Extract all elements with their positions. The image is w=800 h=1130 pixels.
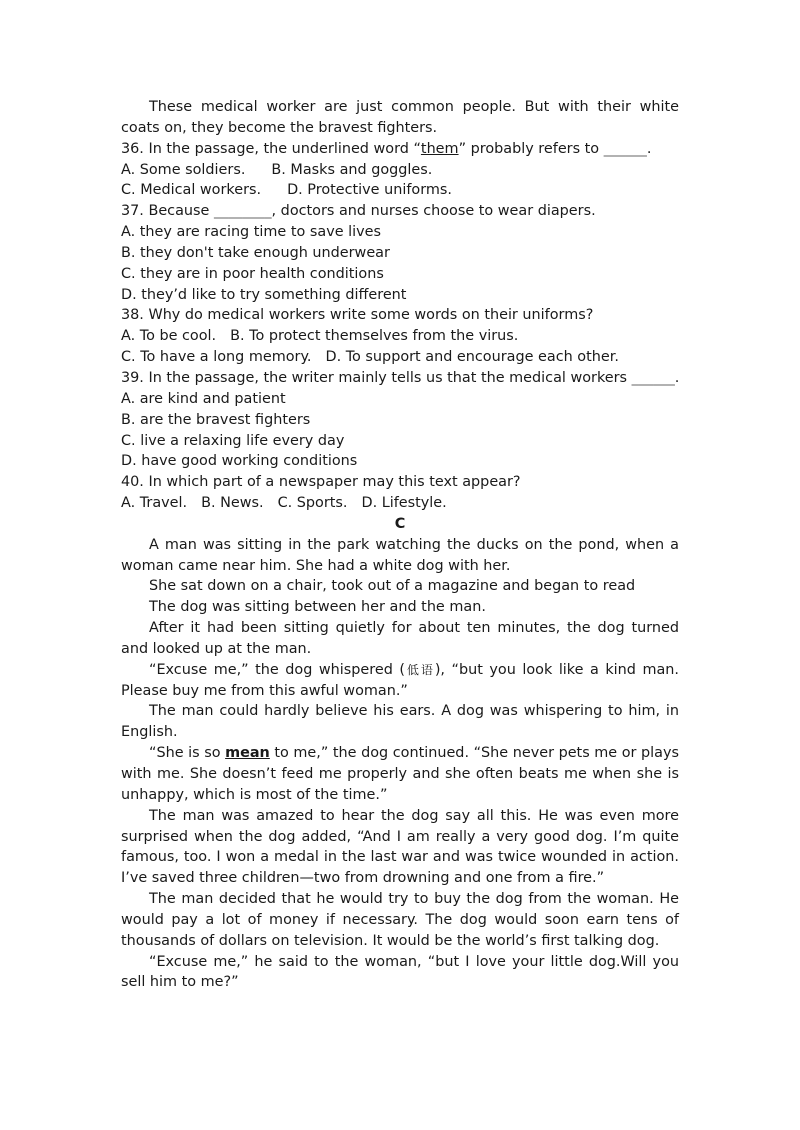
section-c-heading: C bbox=[394, 515, 406, 532]
question-36-options-row-1 bbox=[121, 160, 679, 181]
q36-stem-prefix: 36. In the passage, the underlined word “ bbox=[121, 140, 421, 157]
p7-text-start: “She is so bbox=[149, 745, 226, 762]
answer-blank: ______ bbox=[631, 369, 675, 386]
p5-text-end: ), “but you look like a kind man. Please buy me from this awful woman.” bbox=[121, 661, 679, 699]
question-38-options-row-2 bbox=[121, 347, 679, 368]
q37-option-a: A. they are racing time to save lives bbox=[121, 224, 382, 241]
question-40-stem: 40. In which part of a newspaper may this text appear? bbox=[121, 474, 521, 491]
q36-stem-end: . bbox=[646, 140, 652, 157]
q39-stem-end: . bbox=[674, 369, 680, 386]
q37-option-d: D. they’d like to try something different bbox=[121, 286, 407, 303]
question-38-options-row-1 bbox=[121, 326, 679, 347]
q40-option-c: C. Sports. bbox=[277, 495, 348, 512]
q39-option-d: D. have good working conditions bbox=[121, 453, 358, 470]
q36-option-a: A. Some soldiers. bbox=[121, 161, 246, 178]
chinese-gloss: 低语 bbox=[404, 662, 435, 677]
question-37-stem bbox=[121, 201, 679, 222]
q36-option-d: D. Protective uniforms. bbox=[287, 182, 452, 199]
passage-c-paragraph-9: The man decided that he would try to buy the dog from the woman. He would pay a lot of money if necessary. The dog would soon earn tens of thousands of dollars on television. It would be the world’s first talking dog. bbox=[121, 891, 679, 949]
passage-c-paragraph-5 bbox=[121, 660, 679, 702]
q39-option-c: C. live a relaxing life every day bbox=[121, 432, 345, 449]
exam-page bbox=[121, 97, 679, 993]
q36-stem-suffix: ” probably refers to bbox=[458, 140, 604, 157]
underlined-word-mean: mean bbox=[225, 745, 270, 762]
q37-option-c: C. they are in poor health conditions bbox=[121, 265, 384, 282]
passage-c-paragraph-2: She sat down on a chair, took out of a magazine and began to read bbox=[149, 578, 636, 595]
passage-c-paragraph-3: The dog was sitting between her and the man. bbox=[149, 599, 486, 616]
underlined-word-them: them bbox=[420, 140, 459, 157]
p7-text-end: to me,” the dog continued. “She never pets me or plays with me. She doesn’t feed me properly and she often beats me when she is unhappy, which is most of the time.” bbox=[121, 745, 679, 803]
q40-option-a: A. Travel. bbox=[121, 495, 188, 512]
answer-blank: ______ bbox=[603, 140, 647, 157]
question-39-stem bbox=[121, 368, 679, 389]
q40-option-d: D. Lifestyle. bbox=[361, 495, 447, 512]
q37-stem-prefix: 37. Because bbox=[121, 203, 214, 220]
question-36-options-row-2 bbox=[121, 180, 679, 201]
passage-c-paragraph-7 bbox=[121, 743, 679, 806]
answer-blank: ________ bbox=[213, 203, 272, 220]
q37-option-b: B. they don't take enough underwear bbox=[121, 244, 390, 261]
question-40-options bbox=[121, 493, 679, 514]
q38-option-d: D. To support and encourage each other. bbox=[325, 349, 619, 366]
p5-text-start: “Excuse me,” the dog whispered ( bbox=[149, 661, 405, 678]
question-36-stem bbox=[121, 139, 679, 160]
q39-option-b: B. are the bravest fighters bbox=[121, 411, 311, 428]
passage-c-paragraph-8: The man was amazed to hear the dog say all this. He was even more surprised when the dog added, “And I am really a very good dog. I’m quite famous, too. I won a medal in the last war and was twice wounded in action. I’ve saved three children—two from drowning and one from a fire.” bbox=[121, 807, 679, 887]
q38-option-c: C. To have a long memory. bbox=[121, 349, 312, 366]
q39-stem-prefix: 39. In the passage, the writer mainly tells us that the medical workers bbox=[121, 369, 632, 386]
q38-option-a: A. To be cool. bbox=[121, 328, 217, 345]
q40-option-b: B. News. bbox=[201, 495, 264, 512]
passage-c-paragraph-6: The man could hardly believe his ears. A dog was whispering to him, in English. bbox=[121, 703, 679, 741]
q38-option-b: B. To protect themselves from the virus. bbox=[230, 328, 519, 345]
q37-stem-suffix: , doctors and nurses choose to wear diapers. bbox=[271, 203, 596, 220]
passage-c-paragraph-10: “Excuse me,” he said to the woman, “but I love your little dog.Will you sell him to me?” bbox=[121, 953, 679, 991]
q39-option-a: A. are kind and patient bbox=[121, 390, 286, 407]
q36-option-c: C. Medical workers. bbox=[121, 182, 262, 199]
passage-c-paragraph-4: After it had been sitting quietly for about ten minutes, the dog turned and looked up at the man. bbox=[121, 620, 679, 657]
question-38-stem: 38. Why do medical workers write some words on their uniforms? bbox=[121, 307, 594, 324]
passage-b-closing-paragraph: These medical worker are just common people. But with their white coats on, they become the bravest fighters. bbox=[121, 99, 679, 136]
passage-c-paragraph-1: A man was sitting in the park watching the ducks on the pond, when a woman came near him. She had a white dog with her. bbox=[121, 536, 679, 574]
q36-option-b: B. Masks and goggles. bbox=[271, 161, 433, 178]
